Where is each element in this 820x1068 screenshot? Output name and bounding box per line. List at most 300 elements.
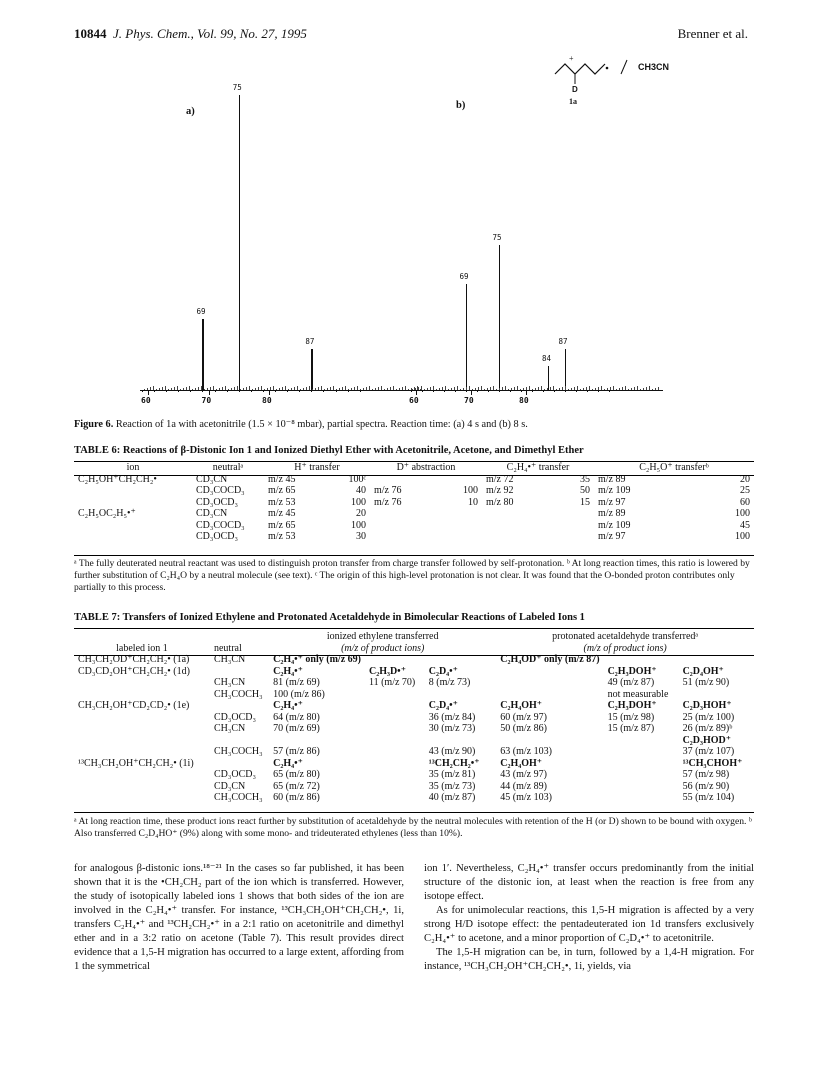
- table7-cell: C₂H₄OH⁺: [500, 757, 543, 769]
- table7-cell: [74, 712, 210, 724]
- table6-cell: m/z 109: [598, 485, 631, 496]
- table6-cell: m/z 80: [486, 496, 514, 508]
- spectrum-b: [408, 80, 663, 420]
- table7-cell: 63 (m/z 103): [500, 746, 552, 757]
- table7-cell: [210, 666, 269, 678]
- baseline-noise: [288, 389, 289, 390]
- table7-cell: 60 (m/z 86): [273, 792, 320, 803]
- table6-cell: m/z 65: [268, 485, 296, 496]
- table7-cell: CH₃COCH₃: [213, 746, 263, 757]
- baseline-noise: [553, 386, 554, 390]
- baseline-noise: [354, 387, 355, 390]
- peak-label: 87: [305, 336, 315, 346]
- table6-header: C₂H₄•⁺ transfer: [506, 462, 570, 473]
- baseline-noise: [448, 389, 449, 390]
- table7-cell: CD₃OCD₃: [213, 769, 256, 780]
- table7-cell: [496, 677, 603, 689]
- table7-cell: [74, 792, 210, 804]
- x-minor-tick: [323, 390, 324, 392]
- baseline-noise: [574, 387, 575, 390]
- table7-cell: CD₃CN: [213, 780, 246, 792]
- table7-cell: CD₃OCD₃: [213, 711, 256, 723]
- spectrum-a: [140, 80, 425, 420]
- peak-75: [239, 95, 240, 390]
- baseline-noise: [351, 388, 352, 390]
- baseline-noise: [360, 389, 361, 390]
- table6-cell: [422, 508, 482, 520]
- table6-cell: CD₃OCD₃: [196, 496, 238, 508]
- table6-cell: 100: [463, 485, 478, 496]
- table7-cell: C₂D₄•⁺: [428, 665, 458, 677]
- baseline-noise: [159, 388, 160, 390]
- baseline-noise: [165, 386, 166, 390]
- baseline-noise: [315, 388, 316, 390]
- x-minor-tick: [299, 390, 300, 392]
- panel-b-label: b): [456, 100, 466, 111]
- baseline-noise: [427, 388, 428, 390]
- table7-cell: 49 (m/z 87): [607, 677, 655, 688]
- running-authors: Brenner et al.: [677, 26, 748, 41]
- table7-cell: not measurable: [607, 688, 669, 700]
- table7-row: [74, 723, 754, 735]
- table7-cell: [604, 769, 679, 781]
- table6-header: H⁺ transfer: [294, 462, 340, 473]
- table7-row: [74, 781, 754, 793]
- baseline-noise: [457, 386, 458, 390]
- table7-cell: C₂H₄•⁺: [273, 757, 303, 769]
- table6-cell: 100: [351, 496, 366, 508]
- table6-row: [74, 497, 754, 509]
- baseline-noise: [222, 387, 223, 390]
- table7-cell: C₂H₄•⁺ only (m/z 69): [273, 654, 361, 665]
- table7-cell: 43 (m/z 90): [428, 746, 476, 757]
- table7-cell: [74, 769, 210, 781]
- baseline-noise: [529, 386, 530, 390]
- baseline-noise: [577, 386, 578, 390]
- baseline-noise: [186, 387, 187, 390]
- page-header: [74, 26, 307, 42]
- x-tick: [416, 390, 417, 395]
- baseline-noise: [532, 389, 533, 390]
- baseline-noise: [183, 388, 184, 390]
- baseline-noise: [285, 386, 286, 390]
- table7-cell: 11 (m/z 70): [368, 677, 416, 688]
- table7-cell: 70 (m/z 69): [273, 723, 320, 734]
- baseline-noise: [496, 389, 497, 390]
- table6-cell: CD₃COCD₃: [196, 519, 245, 531]
- x-minor-tick: [488, 390, 489, 392]
- table7-cell: 35 (m/z 81): [428, 769, 476, 780]
- baseline-noise: [240, 389, 241, 390]
- baseline-noise: [595, 388, 596, 390]
- table7-cell: CH₃COCH₃: [213, 792, 263, 803]
- baseline-noise: [363, 388, 364, 390]
- baseline-noise: [616, 389, 617, 390]
- table7-cell: CD₃CD₂OH⁺CH₂CH₂• (1d): [78, 665, 190, 677]
- baseline-noise: [535, 388, 536, 390]
- x-minor-tick: [227, 390, 228, 392]
- baseline-noise: [619, 388, 620, 390]
- table6-cell: [482, 520, 542, 532]
- table6-cell: m/z 53: [268, 531, 296, 542]
- baseline-noise: [490, 387, 491, 390]
- table6-cell: 60: [740, 496, 750, 508]
- table7-row: [74, 735, 754, 747]
- baseline-noise: [625, 386, 626, 390]
- table6-cell: 10: [468, 496, 478, 508]
- table7-cell: [74, 677, 210, 689]
- table7-header: ionized ethylene transferred: [326, 631, 439, 642]
- x-tick-label: 80: [519, 396, 529, 405]
- spectrum-baseline: [140, 390, 425, 391]
- radical-dot: [606, 67, 609, 70]
- x-minor-tick: [215, 390, 216, 392]
- baseline-noise: [523, 388, 524, 390]
- baseline-noise: [291, 388, 292, 390]
- table7: [74, 631, 754, 804]
- table6-cell: 30: [356, 531, 366, 542]
- baseline-noise: [171, 388, 172, 390]
- baseline-noise: [445, 386, 446, 390]
- table6-cell: [74, 485, 192, 497]
- baseline-noise: [463, 388, 464, 390]
- baseline-noise: [589, 386, 590, 390]
- baseline-noise: [279, 388, 280, 390]
- baseline-noise: [538, 387, 539, 390]
- baseline-noise: [405, 386, 406, 390]
- table7-footnote: ᵃ At long reaction time, these product ions react further by substitution of acetaldehyde by the neutral molecules with retention of the H (or D) shown to be bound with oxygen. ᵇ Also transferred C₂D₄HO⁺ (9%) along with some mono- and trideuterated ethylenes (less than 10%).: [74, 816, 752, 839]
- table6-row: [74, 485, 754, 497]
- body-paragraph: The 1,5-H migration can be, in turn, followed by a 1,4-H migration. For instance, ¹³CH₃CH₂OH⁺CH₂CH₂•, 1i, yields, via: [424, 947, 754, 972]
- baseline-noise: [342, 387, 343, 390]
- x-minor-tick: [543, 390, 544, 392]
- table6-cell: 100ᶜ: [348, 473, 366, 485]
- table7-cell: [604, 758, 679, 770]
- table6-cell: [422, 520, 482, 532]
- baseline-noise: [225, 386, 226, 390]
- baseline-noise: [481, 386, 482, 390]
- baseline-noise: [369, 386, 370, 390]
- baseline-noise: [640, 389, 641, 390]
- baseline-noise: [439, 388, 440, 390]
- table7-cell: 50 (m/z 86): [500, 723, 547, 734]
- table6-cell: m/z 89: [598, 508, 626, 519]
- baseline-noise: [219, 388, 220, 390]
- x-minor-tick: [202, 390, 203, 392]
- table7-cell: C₂H₄OH⁺: [500, 700, 543, 711]
- table7-header-row-2: [74, 643, 754, 655]
- baseline-noise: [264, 389, 265, 390]
- baseline-noise: [562, 387, 563, 390]
- baseline-noise: [195, 388, 196, 390]
- table6-cell: m/z 92: [486, 485, 514, 496]
- x-minor-tick: [455, 390, 456, 392]
- table7-cell: CH₃CH₂OD⁺CH₂CH₂• (1a): [78, 654, 190, 665]
- body-paragraph: As for unimolecular reactions, this 1,5-H migration is affected by a very strong H/D isotope effect: the pentadeuterated ion 1d transfers exclusively C₂H₄•⁺ to acetone, and a minor proportion of C₂D₄•⁺ to acetonitrile.: [424, 905, 754, 944]
- table6-cell: 35: [580, 473, 590, 485]
- x-tick: [471, 390, 472, 395]
- figure-6-spectra: [60, 80, 760, 420]
- baseline-noise: [583, 388, 584, 390]
- table7-cell: 30 (m/z 73): [428, 723, 476, 734]
- baseline-noise: [267, 388, 268, 390]
- baseline-noise: [261, 386, 262, 390]
- x-minor-tick: [287, 390, 288, 392]
- baseline-noise: [372, 389, 373, 390]
- x-tick-label: 70: [201, 396, 212, 405]
- table6-cell: 20: [740, 473, 750, 485]
- body-paragraph: ion 1′. Nevertheless, C₂H₄•⁺ transfer occurs predominantly from the initial structure of the distonic ion, at least when the reaction is free from any isotope effect.: [424, 863, 754, 902]
- table7-cell: 51 (m/z 90): [682, 677, 730, 688]
- table7-header: (m/z of product ions): [583, 642, 667, 654]
- baseline-noise: [424, 389, 425, 390]
- table7-cell: [210, 700, 269, 712]
- x-tick: [526, 390, 527, 395]
- baseline-noise: [282, 387, 283, 390]
- x-tick: [209, 390, 210, 395]
- baseline-noise: [499, 388, 500, 390]
- baseline-noise: [210, 387, 211, 390]
- table7-cell: ¹³CH₃CH₂OH⁺CH₂CH₂• (1i): [78, 757, 194, 769]
- baseline-noise: [631, 388, 632, 390]
- table7-cell: C₂D₃HOD⁺: [682, 734, 732, 746]
- baseline-noise: [402, 387, 403, 390]
- table6-cell: [74, 497, 192, 509]
- table6-cell: m/z 97: [598, 531, 626, 542]
- baseline-noise: [505, 386, 506, 390]
- table7-cell: C₂D₄•⁺: [428, 700, 458, 711]
- table6-cell: m/z 76: [374, 485, 402, 496]
- baseline-noise: [565, 386, 566, 390]
- baseline-noise: [442, 387, 443, 390]
- x-tick: [269, 390, 270, 395]
- figure-caption: [74, 418, 754, 431]
- table7-cell: [425, 689, 497, 701]
- baseline-noise: [378, 387, 379, 390]
- baseline-noise: [303, 388, 304, 390]
- baseline-noise: [607, 388, 608, 390]
- table7-cell: [74, 746, 210, 758]
- table7-cell: C₂H₃D•⁺: [368, 665, 406, 677]
- table6-cell: 45: [740, 519, 750, 531]
- x-minor-tick: [360, 390, 361, 392]
- table7-cell: 26 (m/z 89)ᵇ: [682, 723, 733, 734]
- baseline-noise: [198, 387, 199, 390]
- baseline-noise: [345, 386, 346, 390]
- table6-cell: 100: [735, 531, 750, 542]
- baseline-noise: [144, 389, 145, 390]
- peak-75: [499, 245, 500, 390]
- baseline-noise: [604, 389, 605, 390]
- table7-cell: 43 (m/z 97): [500, 769, 547, 780]
- baseline-noise: [559, 388, 560, 390]
- table7-header: (m/z of product ions): [341, 642, 425, 654]
- peak-label: 75: [232, 83, 242, 92]
- baseline-noise: [598, 387, 599, 390]
- label-D: D: [572, 85, 578, 94]
- baseline-noise: [213, 386, 214, 390]
- baseline-noise: [568, 389, 569, 390]
- x-minor-tick: [411, 390, 412, 392]
- table7-cell: 60 (m/z 97): [500, 711, 547, 723]
- baseline-noise: [336, 389, 337, 390]
- baseline-noise: [270, 387, 271, 390]
- table6-cell: C₂H₅OC₂H₅•⁺: [78, 508, 136, 519]
- baseline-noise: [327, 388, 328, 390]
- table7-cell: 44 (m/z 89): [500, 780, 547, 792]
- table6-cell: [542, 520, 594, 532]
- table6-cell: m/z 45: [268, 473, 296, 485]
- baseline-noise: [204, 389, 205, 390]
- baseline-noise: [180, 389, 181, 390]
- baseline-noise: [255, 388, 256, 390]
- table7-cell: [604, 792, 679, 804]
- table7-cell: 25 (m/z 100): [682, 711, 735, 723]
- baseline-noise: [162, 387, 163, 390]
- baseline-noise: [514, 387, 515, 390]
- baseline-noise: [192, 389, 193, 390]
- table7-cell: [365, 792, 425, 804]
- baseline-noise: [399, 388, 400, 390]
- baseline-noise: [502, 387, 503, 390]
- peak-label: 87: [558, 336, 568, 346]
- x-minor-tick: [565, 390, 566, 392]
- baseline-noise: [580, 389, 581, 390]
- table6-title: TABLE 6: Reactions of β-Distonic Ion 1 and Ionized Diethyl Ether with Acetonitrile, Acetone, and Dimethyl Ether: [74, 445, 584, 456]
- table6-header: ion: [126, 462, 140, 473]
- x-tick-label: 60: [409, 396, 419, 405]
- baseline-noise: [216, 389, 217, 390]
- baseline-noise: [511, 388, 512, 390]
- baseline-noise: [451, 388, 452, 390]
- table6-cell: m/z 89: [598, 473, 626, 485]
- table6-cell: [422, 531, 482, 543]
- x-minor-tick: [477, 390, 478, 392]
- table7-cell: 56 (m/z 90): [682, 780, 730, 792]
- baseline-noise: [168, 389, 169, 390]
- baseline-noise: [643, 388, 644, 390]
- table7-cell: ¹³CH₂CH₂•⁺: [428, 757, 480, 769]
- baseline-noise: [592, 389, 593, 390]
- x-minor-tick: [499, 390, 500, 392]
- table7-cell: [496, 689, 603, 701]
- baseline-noise: [550, 387, 551, 390]
- table6-header: neutralᵃ: [212, 462, 244, 473]
- baseline-noise: [318, 387, 319, 390]
- table7-cell: CH₃CH₂OH⁺CD₂CD₂• (1e): [78, 700, 190, 711]
- table7-cell: CH₃CN: [213, 723, 246, 734]
- table7-cell: [210, 735, 269, 747]
- baseline-noise: [571, 388, 572, 390]
- table7-cell: 35 (m/z 73): [428, 780, 476, 792]
- baseline-noise: [309, 386, 310, 390]
- peak-87: [311, 349, 312, 390]
- table7-cell: [604, 735, 679, 747]
- peak-87: [565, 349, 566, 390]
- table6-cell: m/z 109: [598, 519, 631, 531]
- x-minor-tick: [576, 390, 577, 392]
- table6-cell: 25: [740, 485, 750, 496]
- baseline-noise: [412, 389, 413, 390]
- baseline-noise: [484, 389, 485, 390]
- table7-row: [74, 792, 754, 804]
- peak-label: 69: [196, 307, 206, 317]
- figure-caption-text: Reaction of 1a with acetonitrile (1.5 × 10⁻⁸ mbar), partial spectra. Reaction time: (a) 4 s and (b) 8 s.: [115, 419, 528, 430]
- baseline-noise: [330, 387, 331, 390]
- baseline-noise: [436, 389, 437, 390]
- table7-cell: 15 (m/z 98): [607, 711, 655, 723]
- baseline-noise: [357, 386, 358, 390]
- x-minor-tick: [532, 390, 533, 392]
- x-minor-tick: [251, 390, 252, 392]
- baseline-noise: [231, 388, 232, 390]
- baseline-noise: [475, 388, 476, 390]
- table7-row: [74, 677, 754, 689]
- baseline-noise: [150, 387, 151, 390]
- x-minor-tick: [510, 390, 511, 392]
- baseline-noise: [246, 387, 247, 390]
- table7-cell: [210, 758, 269, 770]
- baseline-noise: [622, 387, 623, 390]
- table7-cell: [365, 758, 425, 770]
- baseline-noise: [544, 389, 545, 390]
- baseline-noise: [156, 389, 157, 390]
- page-number: 10844: [74, 26, 107, 41]
- table7-cell: ¹³CH₃CHOH⁺: [682, 757, 743, 769]
- body-column-right: [424, 862, 754, 974]
- table6-cell: [74, 531, 192, 543]
- charge-plus: +: [569, 54, 574, 63]
- baseline-noise: [652, 389, 653, 390]
- panel-a-label: a): [186, 106, 195, 117]
- baseline-noise: [300, 389, 301, 390]
- baseline-noise: [273, 386, 274, 390]
- table7-title: TABLE 7: Transfers of Ionized Ethylene and Protonated Acetaldehyde in Bimolecular Reactions of Labeled Ions 1: [74, 612, 585, 623]
- baseline-noise: [375, 388, 376, 390]
- spectrum-baseline: [408, 390, 663, 391]
- baseline-noise: [174, 387, 175, 390]
- table7-header: labeled ion 1: [116, 642, 168, 654]
- x-minor-tick: [444, 390, 445, 392]
- baseline-noise: [297, 386, 298, 390]
- table7-cell: [74, 781, 210, 793]
- table6-cell: 100: [735, 508, 750, 519]
- baseline-noise: [433, 386, 434, 390]
- table6-header: C₂H₅O⁺ transferᵇ: [639, 462, 709, 473]
- baseline-noise: [228, 389, 229, 390]
- baseline-noise: [333, 386, 334, 390]
- baseline-noise: [421, 386, 422, 390]
- table7-cell: C₂H₃DOH⁺: [607, 700, 657, 711]
- table7-cell: 81 (m/z 69): [273, 677, 320, 688]
- baseline-noise: [469, 386, 470, 390]
- baseline-noise: [541, 386, 542, 390]
- baseline-noise: [472, 389, 473, 390]
- baseline-noise: [249, 386, 250, 390]
- table7-row: [74, 758, 754, 770]
- peak-label: 69: [459, 271, 469, 281]
- baseline-noise: [276, 389, 277, 390]
- table7-cell: 55 (m/z 104): [682, 792, 735, 803]
- x-minor-tick: [154, 390, 155, 392]
- baseline-noise: [430, 387, 431, 390]
- x-minor-tick: [166, 390, 167, 392]
- x-minor-tick: [142, 390, 143, 392]
- table7-cell: 64 (m/z 80): [273, 711, 320, 723]
- table7-cell: [496, 735, 603, 747]
- baseline-noise: [384, 389, 385, 390]
- baseline-noise: [387, 388, 388, 390]
